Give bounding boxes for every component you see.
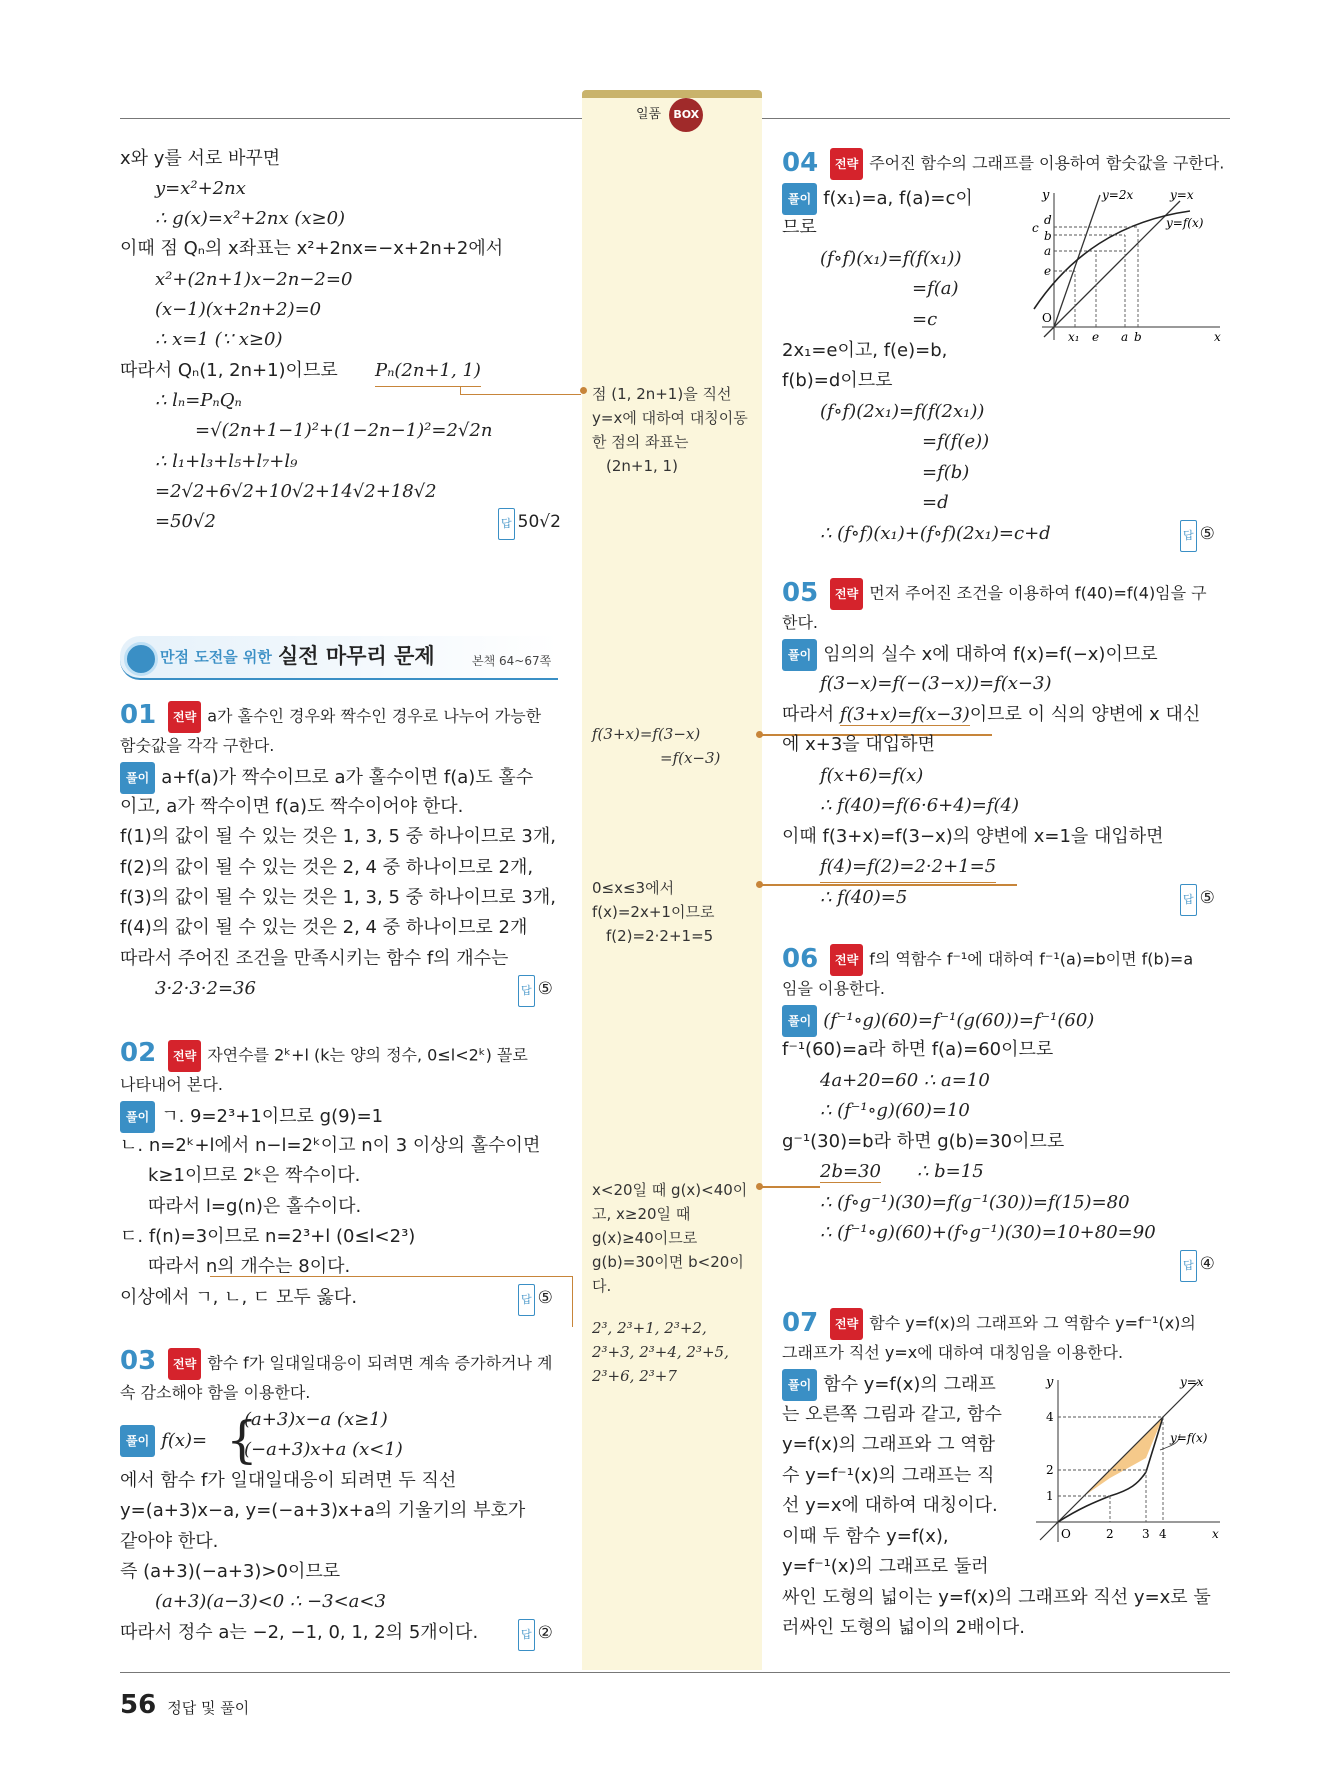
problem-05-sol-4: 에 x+3을 대입하면 [782, 734, 935, 755]
problem-07-strategy [830, 1308, 1196, 1340]
side-note-4-line: g(b)=30이면 b<20이 [592, 1253, 744, 1271]
problem-04-sol-6: 2x₁=e이고, f(e)=b, [782, 340, 948, 361]
side-note-3 [592, 876, 714, 948]
side-note-5 [592, 1316, 729, 1388]
problem-06-sol-5: g⁻¹(30)=b라 하면 g(b)=30이므로 [782, 1131, 1065, 1152]
answer-value: ② [537, 1623, 553, 1643]
side-note-2-line: f(3+x)=f(3−x) [592, 725, 701, 743]
answer-value: ⑤ [1199, 888, 1215, 908]
problem-03-sol-7: 따라서 정수 a는 −2, −1, 0, 1, 2의 5개이다. [120, 1622, 479, 1643]
strategy-tag: 전략 [168, 1040, 201, 1072]
graph-04-label-xa: a [1121, 330, 1129, 344]
problem-01-sol-7: 따라서 주어진 조건을 만족시키는 함수 f의 개수는 [120, 948, 509, 969]
left-line-12: =2√2+6√2+10√2+14√2+18√2 [155, 481, 437, 502]
problem-01-sol-8: 3·2·3·2=36 [155, 978, 256, 999]
left-line-8b: Pₙ(2n+1, 1) [375, 356, 481, 387]
graph-04-label-e: e [1044, 264, 1052, 278]
solution-text: 이므로 이 식의 양변에 x 대신 [969, 704, 1201, 725]
left-line-4: 이때 점 Qₙ의 x좌표는 x²+2nx=−x+2n+2에서 [120, 238, 504, 259]
graph-07-tick-y4: 4 [1046, 1410, 1054, 1424]
side-note-4-line: g(x)≥40이므로 [592, 1229, 698, 1247]
graph-04-label-yx: y=x [1170, 188, 1194, 202]
strategy-text: 먼저 주어진 조건을 이용하여 f(40)=f(4)임을 구 [869, 583, 1207, 603]
problem-07-strategy-2: 그래프가 직선 y=x에 대하여 대칭임을 이용한다. [782, 1343, 1124, 1362]
piecewise-lhs: f(x)= [161, 1430, 208, 1451]
piecewise-case-1: (a+3)x−a (x≥1) [244, 1409, 388, 1430]
side-note-3-line: f(x)=2x+1이므로 [592, 903, 715, 921]
answer-value: ⑤ [537, 979, 553, 999]
side-note-1-line: 한 점의 좌표는 [592, 433, 689, 451]
problem-02-sol-4: 따라서 l=g(n)은 홀수이다. [148, 1196, 362, 1217]
problem-05-sol-7: 이때 f(3+x)=f(3−x)의 양변에 x=1을 대입하면 [782, 826, 1164, 847]
problem-02-sol-7: 이상에서 ㄱ, ㄴ, ㄷ 모두 옳다. [120, 1287, 358, 1308]
graph-04-label-d: d [1044, 213, 1052, 227]
note-dot-1 [580, 387, 587, 394]
problem-03-number: 03 [120, 1346, 157, 1376]
problem-05-sol-9: ∴ f(40)=5 [820, 887, 908, 908]
page-number: 56 [120, 1690, 157, 1720]
side-note-2 [592, 722, 720, 770]
graph-04-label-yfx: y=f(x) [1166, 216, 1204, 230]
side-note-5-line: 2³, 2³+1, 2³+2, [592, 1319, 707, 1337]
side-note-3-line: 0≤x≤3에서 [592, 879, 675, 897]
problem-05-sol-8: f(4)=f(2)=2·2+1=5 [820, 852, 996, 883]
problem-07-sol-6: 이때 두 함수 y=f(x), [782, 1526, 949, 1547]
piecewise-brace: { [226, 1411, 258, 1469]
answer-mark: 답 [1180, 520, 1197, 552]
answer-mark: 답 [1180, 884, 1197, 916]
problem-04-sol-2: 므로 [782, 217, 817, 238]
graph-04-label-c: c [1032, 221, 1039, 235]
graph-07-tick-x4: 4 [1159, 1527, 1167, 1541]
graph-07-label-yx: y=x [1180, 1375, 1204, 1389]
problem-07-sol-7: y=f⁻¹(x)의 그래프로 둘러 [782, 1556, 989, 1577]
side-note-4-line: 다. [592, 1277, 612, 1295]
answer-06 [1180, 1249, 1215, 1282]
connector-4 [762, 1186, 820, 1188]
answer-value: ④ [1199, 1254, 1215, 1274]
graph-04-label-xe: e [1092, 330, 1100, 344]
left-line-2: y=x²+2nx [155, 178, 246, 199]
problem-05-sol-5: f(x+6)=f(x) [820, 765, 924, 786]
problem-06-sol-4: ∴ (f⁻¹∘g)(60)=10 [820, 1100, 970, 1121]
solution-underlined: f(3+x)=f(x−3) [839, 704, 970, 725]
problem-01-strategy-2: 함숫값을 각각 구한다. [120, 736, 275, 755]
header-tab-label: 일품 [636, 107, 662, 122]
problem-06-number: 06 [782, 944, 819, 974]
problem-01-sol-6: f(4)의 값이 될 수 있는 것은 2, 4 중 하나이므로 2개 [120, 917, 528, 938]
graph-07 [1030, 1372, 1230, 1547]
left-line-1: x와 y를 서로 바꾸면 [120, 148, 281, 169]
problem-06-sol-6 [820, 1157, 984, 1187]
problem-04-sol-5: =c [912, 309, 938, 330]
problem-02-sol-2: ㄴ. n=2ᵏ+l에서 n−l=2ᵏ이고 n이 3 이상의 홀수이면 [120, 1135, 541, 1156]
problem-05-sol-6: ∴ f(40)=f(6·6+4)=f(4) [820, 795, 1019, 816]
solution-tag: 풀이 [120, 1425, 155, 1457]
solution-text: 임의의 실수 x에 대하여 f(x)=f(−x)이므로 [823, 644, 1158, 665]
graph-07-tick-y2: 2 [1046, 1463, 1054, 1477]
graph-04-origin: O [1042, 311, 1052, 325]
answer-04 [1180, 519, 1215, 552]
answer-value: ⑤ [1199, 524, 1215, 544]
piecewise-case-2: (−a+3)x+a (x<1) [244, 1439, 403, 1460]
problem-01-number: 01 [120, 700, 157, 730]
section-ref: 본책 64~67쪽 [472, 654, 552, 668]
solution-text: a+f(a)가 짝수이므로 a가 홀수이면 f(a)도 홀수 [161, 767, 534, 788]
side-note-1 [592, 382, 748, 478]
problem-06-sol-8: ∴ (f⁻¹∘g)(60)+(f∘g⁻¹)(30)=10+80=90 [820, 1222, 1156, 1243]
strategy-tag: 전략 [168, 1348, 201, 1380]
graph-04-label-xb: b [1134, 330, 1142, 344]
left-line-3: ∴ g(x)=x²+2nx (x≥0) [155, 208, 346, 229]
problem-07-sol-2: 는 오른쪽 그림과 같고, 함수 [782, 1404, 1002, 1425]
strategy-tag: 전략 [830, 148, 863, 180]
line-y-x [1044, 201, 1180, 337]
left-line-5: x²+(2n+1)x−2n−2=0 [155, 269, 353, 290]
solution-tag: 풀이 [120, 762, 155, 794]
graph-04-label-x: x [1214, 330, 1221, 344]
graph-04-label-y2x: y=2x [1102, 188, 1134, 202]
problem-01-sol-5: f(3)의 값이 될 수 있는 것은 1, 3, 5 중 하나이므로 3개, [120, 887, 556, 908]
header-tab-top [582, 90, 762, 98]
problem-06-sol-3: 4a+20=60 ∴ a=10 [820, 1070, 990, 1091]
side-note-1-line: (2n+1, 1) [606, 457, 678, 475]
problem-05-number: 05 [782, 578, 819, 608]
left-line-6: (x−1)(x+2n+2)=0 [155, 299, 322, 320]
problem-04-sol-7: f(b)=d이므로 [782, 370, 893, 391]
graph-07-tick-x3: 3 [1142, 1527, 1150, 1541]
graph-04-label-y: y [1042, 188, 1050, 203]
strategy-text: 함수 y=f(x)의 그래프와 그 역함수 y=f⁻¹(x)의 [869, 1313, 1196, 1333]
problem-04-sol-8: (f∘f)(2x₁)=f(f(2x₁)) [820, 401, 985, 422]
solution-tag: 풀이 [782, 183, 817, 215]
side-note-4 [592, 1178, 747, 1298]
solution-text: ㄱ. 9=2³+1이므로 g(9)=1 [161, 1106, 384, 1127]
answer-mark: 답 [498, 508, 515, 540]
side-note-5-line: 2³+6, 2³+7 [592, 1367, 677, 1385]
problem-06-sol-2: f⁻¹(60)=a라 하면 f(a)=60이므로 [782, 1039, 1054, 1060]
left-line-8: 따라서 Qₙ(1, 2n+1)이므로 [120, 360, 338, 381]
section-title-small: 만점 도전을 위한 [160, 648, 272, 666]
side-note-4-line: x<20일 때 g(x)<40이 [592, 1181, 748, 1199]
graph-07-tick-x2: 2 [1106, 1527, 1114, 1541]
problem-03-strategy [168, 1348, 552, 1380]
graph-04 [1030, 185, 1230, 345]
strategy-tag: 전략 [830, 578, 863, 610]
problem-02-number: 02 [120, 1038, 157, 1068]
problem-03-sol-5: 즉 (a+3)(−a+3)>0이므로 [120, 1561, 341, 1582]
solution-tag: 풀이 [782, 1005, 817, 1037]
side-note-1-line: y=x에 대하여 대칭이동 [592, 409, 748, 427]
problem-04-number: 04 [782, 148, 819, 178]
problem-05-strategy [830, 578, 1207, 610]
problem-05-sol-3 [782, 700, 1200, 730]
side-note-5-line: 2³+3, 2³+4, 2³+5, [592, 1343, 729, 1361]
problem-04-sol-4: =f(a) [912, 278, 959, 299]
connector-1 [460, 386, 581, 395]
left-line-11: ∴ l₁+l₃+l₅+l₇+l₉ [155, 451, 298, 472]
answer-value: ⑤ [537, 1288, 553, 1308]
strategy-text: 주어진 함수의 그래프를 이용하여 함숫값을 구한다. [869, 153, 1225, 173]
answer-03 [518, 1618, 553, 1651]
problem-02-sol-5: ㄷ. f(n)=3이므로 n=2³+l (0≤l<2³) [120, 1226, 416, 1247]
problem-03-sol-6: (a+3)(a−3)<0 ∴ −3<a<3 [155, 1591, 386, 1612]
footer [120, 1690, 249, 1720]
side-note-4-line: 고, x≥20일 때 [592, 1205, 691, 1223]
problem-04-sol-12: ∴ (f∘f)(x₁)+(f∘f)(2x₁)=c+d [820, 523, 1051, 544]
problem-01-sol-4: f(2)의 값이 될 수 있는 것은 2, 4 중 하나이므로 2개, [120, 857, 534, 878]
box-badge: BOX [669, 98, 703, 132]
graph-07-tick-y1: 1 [1046, 1489, 1054, 1503]
problem-04-sol-3: (f∘f)(x₁)=f(f(x₁)) [820, 248, 962, 269]
solution-text: ∴ b=15 [916, 1161, 984, 1182]
problem-07-sol-8: 싸인 도형의 넓이는 y=f(x)의 그래프와 직선 y=x로 둘 [782, 1587, 1211, 1608]
problem-06-strategy-2: 임을 이용한다. [782, 979, 885, 998]
footer-rule [120, 1672, 1230, 1673]
problem-07-sol-5: 선 y=x에 대하여 대칭이다. [782, 1495, 998, 1516]
problem-06-sol-7: ∴ (f∘g⁻¹)(30)=f(g⁻¹(30))=f(15)=80 [820, 1192, 1130, 1213]
problem-02-strategy [168, 1040, 528, 1072]
solution-tag: 풀이 [120, 1101, 155, 1133]
solution-tag: 풀이 [782, 639, 817, 671]
strategy-tag: 전략 [830, 1308, 863, 1340]
problem-02-sol-3: k≥1이므로 2ᵏ은 짝수이다. [148, 1165, 361, 1186]
problem-03-sol-2: 에서 함수 f가 일대일대응이 되려면 두 직선 [120, 1470, 457, 1491]
problem-06-sol-1 [782, 1005, 1094, 1037]
answer-01 [518, 974, 553, 1007]
solution-text: f(x₁)=a, f(a)=c이 [823, 188, 973, 209]
answer-0 [498, 507, 561, 540]
problem-02-strategy-2: 나타내어 본다. [120, 1075, 223, 1094]
problem-04-sol-1 [782, 183, 973, 215]
problem-02-sol-6: 따라서 n의 개수는 8이다. [148, 1256, 351, 1277]
strategy-tag: 전략 [168, 701, 201, 733]
strategy-text: f의 역함수 f⁻¹에 대하여 f⁻¹(a)=b이면 f(b)=a [869, 949, 1194, 969]
problem-07-sol-3: y=f(x)의 그래프와 그 역함 [782, 1434, 996, 1455]
strategy-text: 함수 f가 일대일대응이 되려면 계속 증가하거나 계 [207, 1353, 553, 1373]
graph-07-label-yfx: y=f(x) [1170, 1431, 1208, 1445]
problem-03-strategy-2: 속 감소해야 함을 이용한다. [120, 1383, 311, 1402]
answer-mark: 답 [518, 1619, 535, 1651]
problem-01-sol-1 [120, 762, 533, 794]
graph-07-label-y: y [1046, 1375, 1054, 1390]
problem-04-sol-10: =f(b) [922, 462, 970, 483]
side-note-2-line: =f(x−3) [660, 749, 721, 767]
side-note-3-line: f(2)=2·2+1=5 [606, 927, 714, 945]
side-note-1-line: 점 (1, 2n+1)을 직선 [592, 385, 732, 403]
left-line-7: ∴ x=1 (∵ x≥0) [155, 329, 283, 350]
problem-07-sol-1 [782, 1369, 996, 1401]
solution-tag: 풀이 [782, 1369, 817, 1401]
header-tab [636, 98, 703, 132]
problem-04-strategy [830, 148, 1224, 180]
left-line-9: ∴ lₙ=PₙQₙ [155, 390, 242, 411]
section-title-big: 실전 마무리 문제 [278, 644, 435, 668]
connector-5 [210, 1276, 573, 1327]
graph-04-label-a: a [1044, 244, 1052, 258]
problem-03-sol-3: y=(a+3)x−a, y=(−a+3)x+a의 기울기의 부호가 [120, 1500, 526, 1521]
solution-underlined: 2b=30 [820, 1161, 881, 1182]
solution-text: 함수 y=f(x)의 그래프 [823, 1374, 996, 1395]
left-line-10: =√(2n+1−1)²+(1−2n−1)²=2√2n [195, 420, 493, 441]
solution-text: (f⁻¹∘g)(60)=f⁻¹(g(60))=f⁻¹(60) [823, 1010, 1095, 1031]
answer-value: 50√2 [517, 512, 561, 532]
answer-mark: 답 [518, 975, 535, 1007]
problem-05-strategy-2: 한다. [782, 613, 818, 632]
problem-03-sol-1 [120, 1425, 207, 1457]
problem-07-sol-9: 러싸인 도형의 넓이의 2배이다. [782, 1617, 1025, 1638]
strategy-text: 자연수를 2ᵏ+l (k는 양의 정수, 0≤l<2ᵏ) 꼴로 [207, 1045, 528, 1065]
problem-03-sol-4: 같아야 한다. [120, 1531, 219, 1552]
answer-mark: 답 [1180, 1250, 1197, 1282]
strategy-tag: 전략 [830, 944, 863, 976]
graph-07-label-x: x [1212, 1527, 1219, 1541]
problem-07-number: 07 [782, 1308, 819, 1338]
graph-04-label-b: b [1044, 229, 1052, 243]
problem-05-sol-2: f(3−x)=f(−(3−x))=f(x−3) [820, 673, 1052, 694]
problem-06-strategy [830, 944, 1193, 976]
problem-04-sol-9: =f(f(e)) [922, 431, 990, 452]
solution-text: 따라서 [782, 704, 835, 725]
problem-07-sol-4: 수 y=f⁻¹(x)의 그래프는 직 [782, 1465, 995, 1486]
section-header [120, 636, 558, 680]
footer-title: 정답 및 풀이 [167, 1699, 250, 1717]
strategy-text: a가 홀수인 경우와 짝수인 경우로 나누어 가능한 [207, 706, 542, 726]
answer-05 [1180, 883, 1215, 916]
section-icon [124, 642, 158, 676]
line-y-x [1040, 1382, 1198, 1540]
graph-07-origin: O [1061, 1527, 1071, 1541]
left-line-13: =50√2 [155, 511, 216, 532]
problem-01-sol-2: 이고, a가 짝수이면 f(a)도 짝수이어야 한다. [120, 796, 464, 817]
problem-04-sol-11: =d [922, 492, 949, 513]
problem-05-sol-1 [782, 639, 1158, 671]
graph-04-label-x1: x₁ [1068, 330, 1080, 344]
problem-02-sol-1 [120, 1101, 383, 1133]
answer-mark: 답 [518, 1284, 535, 1316]
problem-01-sol-3: f(1)의 값이 될 수 있는 것은 1, 3, 5 중 하나이므로 3개, [120, 826, 556, 847]
problem-01-strategy [168, 701, 541, 733]
